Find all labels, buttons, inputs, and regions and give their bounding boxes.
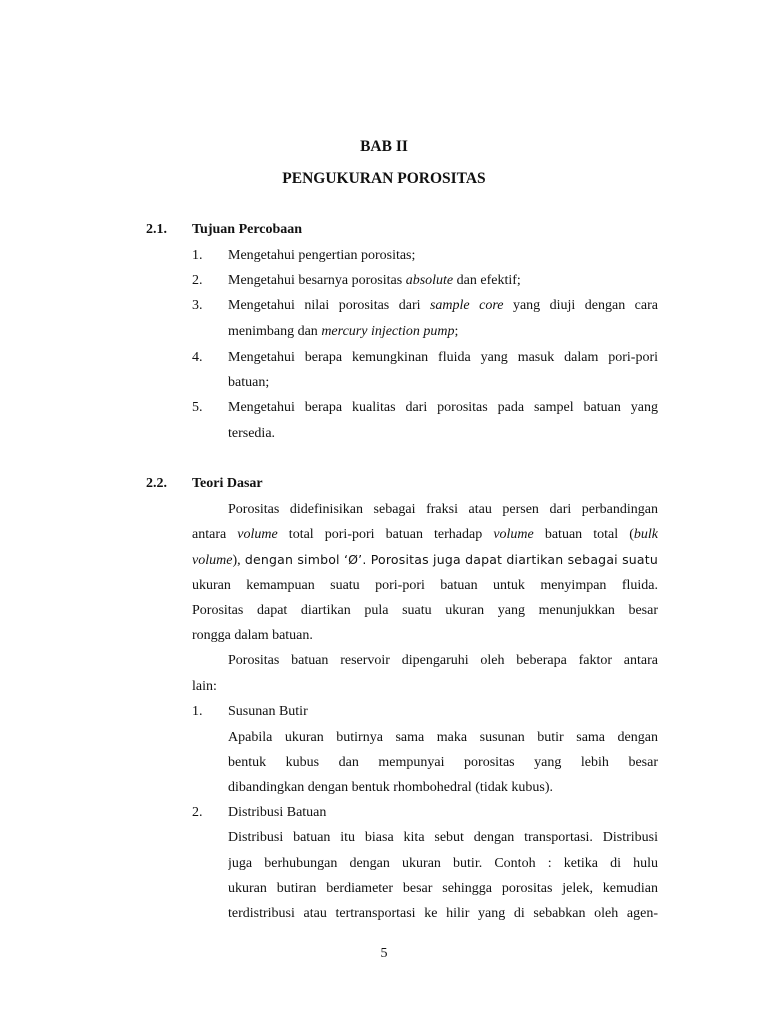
paragraph-line: dibandingkan dengan bentuk rhombohedral (tidak kubus). — [228, 780, 554, 795]
paragraph-line: volume), dengan simbol ‘Ø’. Porositas juga dapat diartikan sebagai suatu — [192, 552, 658, 568]
section-number: 2.1. — [146, 222, 167, 237]
paragraph-line: rongga dalam batuan. — [192, 628, 313, 643]
paragraph-line: bentuk kubus dan mempunyai porositas yang lebih besar — [228, 755, 658, 770]
paragraph-line: antara volume total pori-pori batuan terhadap volume batuan total (bulk — [192, 527, 658, 542]
list-item-number: 1. — [192, 704, 203, 719]
section-title: Teori Dasar — [192, 476, 263, 491]
list-item-title: Distribusi Batuan — [228, 805, 327, 820]
section-number: 2.2. — [146, 476, 167, 491]
list-item-text: Mengetahui berapa kualitas dari porositas pada sampel batuan yang — [228, 400, 658, 415]
list-item-title: Susunan Butir — [228, 704, 308, 719]
list-item-number: 4. — [192, 350, 203, 365]
list-item-text: Mengetahui besarnya porositas absolute dan efektif; — [228, 273, 521, 288]
list-item-text: Mengetahui nilai porositas dari sample core yang diuji dengan cara — [228, 298, 658, 313]
paragraph-line: terdistribusi atau tertransportasi ke hilir yang di sebabkan oleh agen- — [228, 906, 658, 921]
paragraph-line: Porositas dapat diartikan pula suatu ukuran yang menunjukkan besar — [192, 603, 658, 618]
chapter-title: PENGUKURAN POROSITAS — [282, 170, 486, 187]
paragraph-line: juga berhubungan dengan ukuran butir. Contoh : ketika di hulu — [228, 856, 658, 871]
list-item-text: tersedia. — [228, 426, 276, 441]
page-number: 5 — [380, 946, 388, 961]
paragraph-line: Porositas didefinisikan sebagai fraksi atau persen dari perbandingan — [228, 502, 658, 517]
paragraph-line: ukuran kemampuan suatu pori-pori batuan untuk menyimpan fluida. — [192, 578, 658, 593]
chapter-label: BAB II — [360, 138, 408, 155]
list-item-text: Mengetahui pengertian porositas; — [228, 248, 416, 263]
list-item-number: 3. — [192, 298, 203, 313]
list-item-text: Mengetahui berapa kemungkinan fluida yang masuk dalam pori-pori — [228, 350, 658, 365]
list-item-number: 2. — [192, 273, 203, 288]
list-item-text: menimbang dan mercury injection pump; — [228, 324, 459, 339]
paragraph-line: Porositas batuan reservoir dipengaruhi oleh beberapa faktor antara — [228, 653, 658, 668]
paragraph-line: lain: — [192, 679, 217, 694]
section-title: Tujuan Percobaan — [192, 222, 303, 237]
paragraph-line: ukuran butiran berdiameter besar sehingga porositas jelek, kemudian — [228, 881, 658, 896]
list-item-text: batuan; — [228, 375, 270, 390]
list-item-number: 1. — [192, 248, 203, 263]
paragraph-line: Apabila ukuran butirnya sama maka susunan butir sama dengan — [228, 730, 658, 745]
list-item-number: 5. — [192, 400, 203, 415]
paragraph-line: Distribusi batuan itu biasa kita sebut dengan transportasi. Distribusi — [228, 830, 658, 845]
list-item-number: 2. — [192, 805, 203, 820]
